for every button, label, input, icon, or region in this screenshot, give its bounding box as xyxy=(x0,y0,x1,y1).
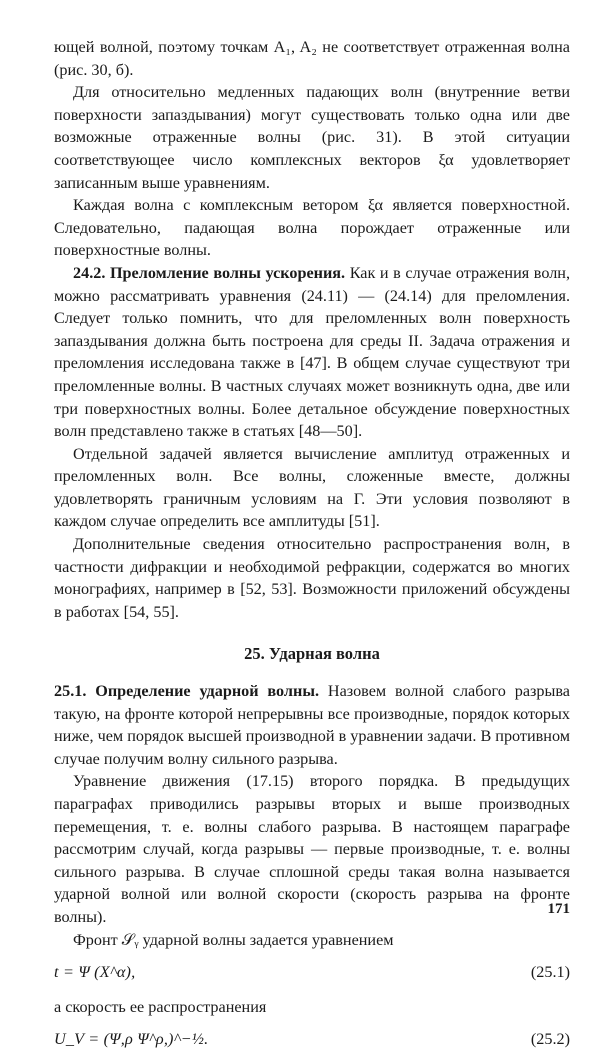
page-number: 171 xyxy=(547,901,570,917)
paragraph-surface-waves: Каждая волна с комплексным ветором ξα является поверхностной. Следовательно, падающая волна порождает отраженные или поверхностные волны. xyxy=(54,196,570,260)
equation-25-1-number: (25.1) xyxy=(530,963,570,982)
equation-25-2-number: (25.2) xyxy=(530,1030,570,1049)
section-title-25: 25. Ударная волна xyxy=(244,644,380,664)
paragraph-motion-equation: Уравнение движения (17.15) второго порядка. В предыдущих параграфах приводились разрывы вторых и выше производных перемещения, т. е. волны слабого разрыва. В настоящем параграфе рассмотрим случай, когда разрывы — первые производные, т. е. волны сильного разрыва. В случае сплошной среды такая волна называется ударной волной или волной скорости (скорость разрыва на фронте волны). xyxy=(54,772,570,926)
equation-25-2-formula: U_V = (Ψ,ρ Ψ^ρ,)^−½. xyxy=(54,1030,209,1049)
paragraph-shock-definition xyxy=(54,680,570,770)
subsection-heading-24-2: 24.2. Преломление волны ускорения. xyxy=(73,263,346,282)
paragraph-continuation: ющей волной, поэтому точкам A₁, A₂ не соответствует отраженная волна (рис. 30, б). xyxy=(54,38,570,79)
paragraph-propagation-speed: а скорость ее распространения xyxy=(54,997,267,1016)
paragraph-shock-definition-body: Назовем волной слабого разрыва такую, на фронте которой непрерывны все производные, порядок которых ниже, чем порядок высшей производной в уравнении задачи. В противном случае получим волну сильного разрыва. xyxy=(54,682,570,768)
paragraph-refraction xyxy=(54,262,570,443)
paragraph-slow-waves: Для относительно медленных падающих волн (внутренние ветви поверхности запаздывания) могут существовать только одна или две возможные отраженные волны (рис. 31). В этой ситуации соответствующее число комплексных векторов ξα удовлетворяет записанным выше уравнениям. xyxy=(54,83,570,192)
subsection-heading-25-1: 25.1. Определение ударной волны. xyxy=(54,682,320,701)
paragraph-additional-info: Дополнительные сведения относительно распространения волн, в частности дифракции и необходимой рефракции, содержатся во многих монографиях, например в [52, 53]. Возможности приложений обсуждены в работах [54, 55]. xyxy=(54,535,570,621)
page-body xyxy=(54,36,570,1063)
equation-25-1-formula: t = Ψ (X^α), xyxy=(54,963,136,982)
paragraph-amplitudes: Отдельной задачей является вычисление амплитуд отраженных и преломленных волн. Все волны, сложенные вместе, должны удовлетворять граничным условиям на Γ. Эти условия позволяют в каждом случае определить все амплитуды [51]. xyxy=(54,444,570,531)
equation-25-1 xyxy=(54,961,570,984)
equation-25-2 xyxy=(54,1028,570,1051)
paragraph-refraction-body: Как и в случае отражения волн, можно рассматривать уравнения (24.11) — (24.14) для преломления. Следует только помнить, что для преломленных волн поверхность запаздывания должна быть построена для среды II. Задача отражения и преломления исследована также в [47]. В общем случае существуют три преломленные волны. В частных случаях может возникнуть одна, две или три поверхностных волны. Более детальное обсуждение поверхностных волн представлено также в статьях [48—50]. xyxy=(54,263,570,441)
paragraph-front-equation: Фронт 𝒮ᵧ ударной волны задается уравнением xyxy=(73,930,394,949)
